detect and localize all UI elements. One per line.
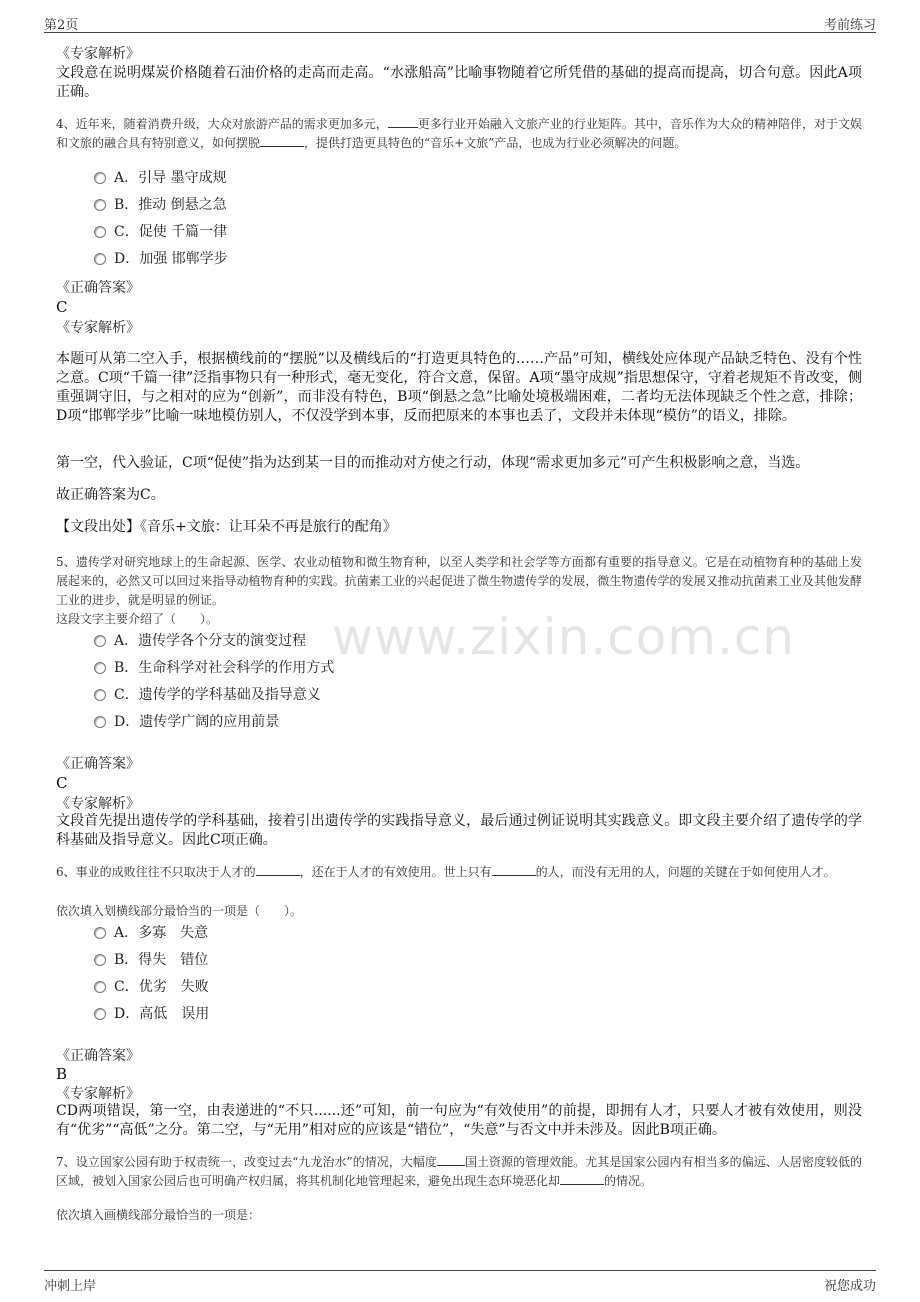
page-number: 第2页 xyxy=(44,18,79,33)
radio-icon[interactable] xyxy=(94,172,106,184)
q4-option-a[interactable]: A．引导 墨守成规 xyxy=(94,168,227,188)
q6-analysis: CD两项错误，第一空，由表递进的“不只......还”可知，前一句应为“有效使用”的前提，即拥有人才，只要人才被有效使用，则没有“优劣”“高低”之分。第二空，与“无用”相对应的应该是“错位”，“失意”与否文中并未涉及。因此B项正确。 xyxy=(56,1103,862,1138)
radio-icon[interactable] xyxy=(94,1008,106,1020)
footer-left: 冲刺上岸 xyxy=(44,1279,97,1294)
q4-option-b[interactable]: B．推动 倒悬之急 xyxy=(94,195,227,215)
q6-option-b[interactable]: B．得失 错位 xyxy=(94,950,208,970)
radio-icon[interactable] xyxy=(94,253,106,265)
q5-analysis: 文段首先提出遗传学的学科基础，接着引出遗传学的实践指导意义，最后通过例证说明其实践意义。即文段主要介绍了遗传学的学科基础及指导意义。因此C项正确。 xyxy=(56,813,862,848)
radio-icon[interactable] xyxy=(94,689,106,701)
q6-option-d[interactable]: D．高低 误用 xyxy=(94,1004,209,1024)
q4-question: 4、近年来，随着消费升级，大众对旅游产品的需求更加多元， 更多行业开始融入文旅产业的行业矩阵。其中，音乐作为大众的精神陪伴，对于文娱和文旅的融合具有特别意义，如何摆脱 ，提供打造更具特色的“音乐+文旅”产品，也成为行业必须解决的问题。 xyxy=(56,117,862,150)
q5-option-d[interactable]: D．遗传学广阔的应用前景 xyxy=(94,712,279,732)
blank-2 xyxy=(560,1172,604,1185)
q7-prompt: 依次填入画横线部分最恰当的一项是： xyxy=(56,1208,261,1222)
q6-analysis-label: 《专家解析》 xyxy=(56,1086,140,1102)
q4-answer-label: 《正确答案》 xyxy=(56,280,140,296)
blank-2 xyxy=(492,863,536,876)
blank-1 xyxy=(437,1153,465,1166)
radio-icon[interactable] xyxy=(94,716,106,728)
q3-analysis: 文段意在说明煤炭价格随着石油价格的走高而走高。“水涨船高”比喻事物随着它所凭借的基础的提高而提高，切合句意。因此A项正确。 xyxy=(56,65,862,100)
q4-answer: C xyxy=(56,298,68,316)
radio-icon[interactable] xyxy=(94,927,106,939)
q6-prompt: 依次填入划横线部分最恰当的一项是（ ）。 xyxy=(56,904,303,918)
radio-icon[interactable] xyxy=(94,662,106,674)
q3-analysis-label: 《专家解析》 xyxy=(56,46,140,62)
q4-source: 【文段出处】《音乐+文旅：让耳朵不再是旅行的配角》 xyxy=(56,519,397,535)
q5-option-b[interactable]: B．生命科学对社会科学的作用方式 xyxy=(94,658,334,678)
q5-question: 5、遗传学对研究地球上的生命起源、医学、农业动植物和微生物育种，以至人类学和社会学等方面都有重要的指导意义。它是在动植物育种的基础上发展起来的，必然又可以回过来指导动植物育种的实践。抗菌素工业的兴起促进了微生物遗传学的发展，微生物遗传学的发展又推动抗菌素工业及其他发酵工业的进步，就是明显的例证。 xyxy=(56,555,862,607)
q5-option-a[interactable]: A．遗传学各个分支的演变过程 xyxy=(94,631,306,651)
q4-analysis-p3: 故正确答案为C。 xyxy=(56,487,165,503)
blank-1 xyxy=(256,863,300,876)
q4-analysis-p1: 本题可从第二空入手，根据横线前的“摆脱”以及横线后的“打造更具特色的……产品”可知，横线处应体现产品缺乏特色、没有个性之意。C项“千篇一律”泛指事物只有一种形式，毫无变化，符合文意，保留。A项“墨守成规”指思想保守，守着老规矩不肯改变，侧重强调守旧，与之相对的应为“创新”，而非没有特色，B项“倒悬之急”比喻处境极端困难，二者均无法体现缺乏个性之意，排除；D项“邯郸学步”比喻一味地模仿别人，不仅没学到本事，反而把原来的本事也丢了，文段并未体现“模仿”的语义，排除。 xyxy=(56,351,862,424)
q5-option-c[interactable]: C．遗传学的学科基础及指导意义 xyxy=(94,685,321,705)
header-title: 考前练习 xyxy=(823,18,876,33)
q6-answer: B xyxy=(56,1065,68,1083)
q4-option-c[interactable]: C．促使 千篇一律 xyxy=(94,222,227,242)
radio-icon[interactable] xyxy=(94,199,106,211)
footer-right: 祝您成功 xyxy=(823,1279,876,1294)
watermark: www.zixin.com.cn xyxy=(332,608,796,666)
radio-icon[interactable] xyxy=(94,226,106,238)
q5-answer-label: 《正确答案》 xyxy=(56,756,140,772)
blank-2 xyxy=(260,134,304,147)
blank-1 xyxy=(388,115,418,128)
q5-analysis-label: 《专家解析》 xyxy=(56,796,140,812)
q6-question: 6、事业的成败往往不只取决于人才的 ，还在于人才的有效使用。世上只有 的人，而没有无用的人，问题的关键在于如何使用人才。 xyxy=(56,865,836,879)
page-header xyxy=(44,10,876,33)
q6-option-a[interactable]: A．多寡 失意 xyxy=(94,923,208,943)
q5-answer: C xyxy=(56,774,68,792)
q4-analysis-p2: 第一空，代入验证，C项“促使”指为达到某一目的而推动对方使之行动，体现“需求更加多元”可产生积极影响之意，当选。 xyxy=(56,455,810,471)
q4-option-d[interactable]: D．加强 邯郸学步 xyxy=(94,249,228,269)
q7-question: 7、设立国家公园有助于权责统一，改变过去“九龙治水”的情况，大幅度 国土资源的管理效能。尤其是国家公园内有相当多的偏远、人居密度较低的区域，被划入国家公园后也可明确产权归属，将其机制化地管理起来，避免出现生态环境恶化却 的情况。 xyxy=(56,1155,862,1188)
radio-icon[interactable] xyxy=(94,954,106,966)
q6-option-c[interactable]: C．优劣 失败 xyxy=(94,977,209,997)
radio-icon[interactable] xyxy=(94,635,106,647)
page-footer xyxy=(44,1270,876,1297)
radio-icon[interactable] xyxy=(94,981,106,993)
q5-prompt: 这段文字主要介绍了（ ）。 xyxy=(56,612,219,626)
q6-answer-label: 《正确答案》 xyxy=(56,1048,140,1064)
q4-analysis-label: 《专家解析》 xyxy=(56,320,140,336)
